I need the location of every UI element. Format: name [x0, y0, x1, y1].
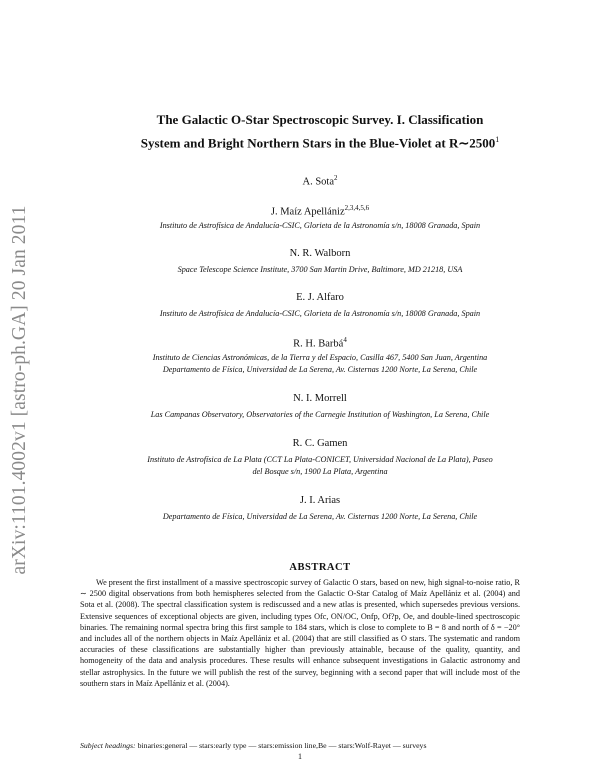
affiliation-maiz: Instituto de Astrofísica de Andalucía-CSIC, Glorieta de la Astronomía s/n, 18008 Granada, Spain	[159, 221, 481, 230]
affiliation-barba-2: Departamento de Física, Universidad de La Serena, Av. Cisternas 1200 Norte, La Serena, Chile	[162, 365, 478, 374]
abstract-heading: ABSTRACT	[289, 562, 351, 573]
paper-title	[60, 110, 580, 153]
page-number: 1	[290, 752, 310, 761]
author-gamen: R. C. Gamen	[292, 438, 348, 449]
title-line-1: The Galactic O-Star Spectroscopic Survey. I. Classification	[156, 112, 484, 127]
affiliation-arias: Departamento de Física, Universidad de La Serena, Av. Cisternas 1200 Norte, La Serena, Chile	[162, 512, 478, 521]
author-alfaro: E. J. Alfaro	[296, 292, 344, 303]
subject-headings-text: binaries:general — stars:early type — stars:emission line,Be — stars:Wolf-Rayet — surveys	[137, 741, 427, 750]
affiliation-alfaro: Instituto de Astrofísica de Andalucía-CSIC, Glorieta de la Astronomía s/n, 18008 Granada, Spain	[159, 309, 481, 318]
author-arias: J. I. Arias	[299, 495, 341, 506]
title-footnote-mark: 1	[495, 135, 500, 144]
affiliation-gamen-1: Instituto de Astrofísica de La Plata (CCT La Plata-CONICET, Universidad Nacional de La Plata), Paseo	[147, 455, 493, 464]
abstract-body: We present the first installment of a massive spectroscopic survey of Galactic O stars, based on new, high signal-to-noise ratio, R ∼ 2500 digital observations from both hemispheres selected from the Galactic O-Star Catalog of Maíz Apellániz et al. (2004) and Sota et al. (2008). The spectral classification system is rediscussed and a new atlas is presented, which supersedes previous versions. Extensive sequences of exceptional objects are given, including types Ofc, ON/OC, Onfp, Of?p, Oe, and double-lined spectroscopic binaries. The remaining normal spectra bring this first sample to 184 stars, which is close to complete to B = 8 and north of δ = −20° and includes all of the northern objects in Maíz Apellániz et al. (2004) that are still classified as O stars. The systematic and random accuracies of these classifications are substantially higher than previously attainable, because of the quality, quantity, and homogeneity of the data and analysis procedures. These results will enhance subsequent investigations in Galactic astronomy and stellar astrophysics. In the future we will publish the rest of the survey, beginning with a second paper that will include most of the southern stars in Maíz Apellániz et al. (2004).	[80, 578, 520, 688]
subject-headings	[80, 740, 520, 751]
author-walborn: N. R. Walborn	[289, 248, 351, 259]
affiliation-morrell: Las Campanas Observatory, Observatories of the Carnegie Institution of Washington, La Serena, Chile	[150, 410, 490, 419]
affiliation-gamen-2: del Bosque s/n, 1900 La Plata, Argentina	[252, 467, 388, 476]
arxiv-identifier: arXiv:1101.4002v1 [astro-ph.GA] 20 Jan 2011	[9, 205, 30, 575]
affiliation-barba-1: Instituto de Ciencias Astronómicas, de la Tierra y del Espacio, Casilla 467, 5400 San Juan, Argentina	[152, 353, 488, 362]
subject-headings-label: Subject headings:	[80, 741, 136, 750]
title-line-2: System and Bright Northern Stars in the Blue-Violet at R∼2500$^1$	[140, 135, 500, 151]
affiliation-walborn: Space Telescope Science Institute, 3700 San Martin Drive, Baltimore, MD 21218, USA	[177, 265, 463, 274]
author-maiz-apellaniz: J. Maíz Apellániz$^{2,3,4,5,6}$	[270, 204, 370, 218]
author-barba: R. H. Barbá$^4$	[293, 336, 347, 350]
author-sota: A. Sota$^2$	[302, 174, 338, 188]
author-morrell: N. I. Morrell	[293, 393, 347, 404]
arxiv-sidebar	[0, 0, 40, 776]
